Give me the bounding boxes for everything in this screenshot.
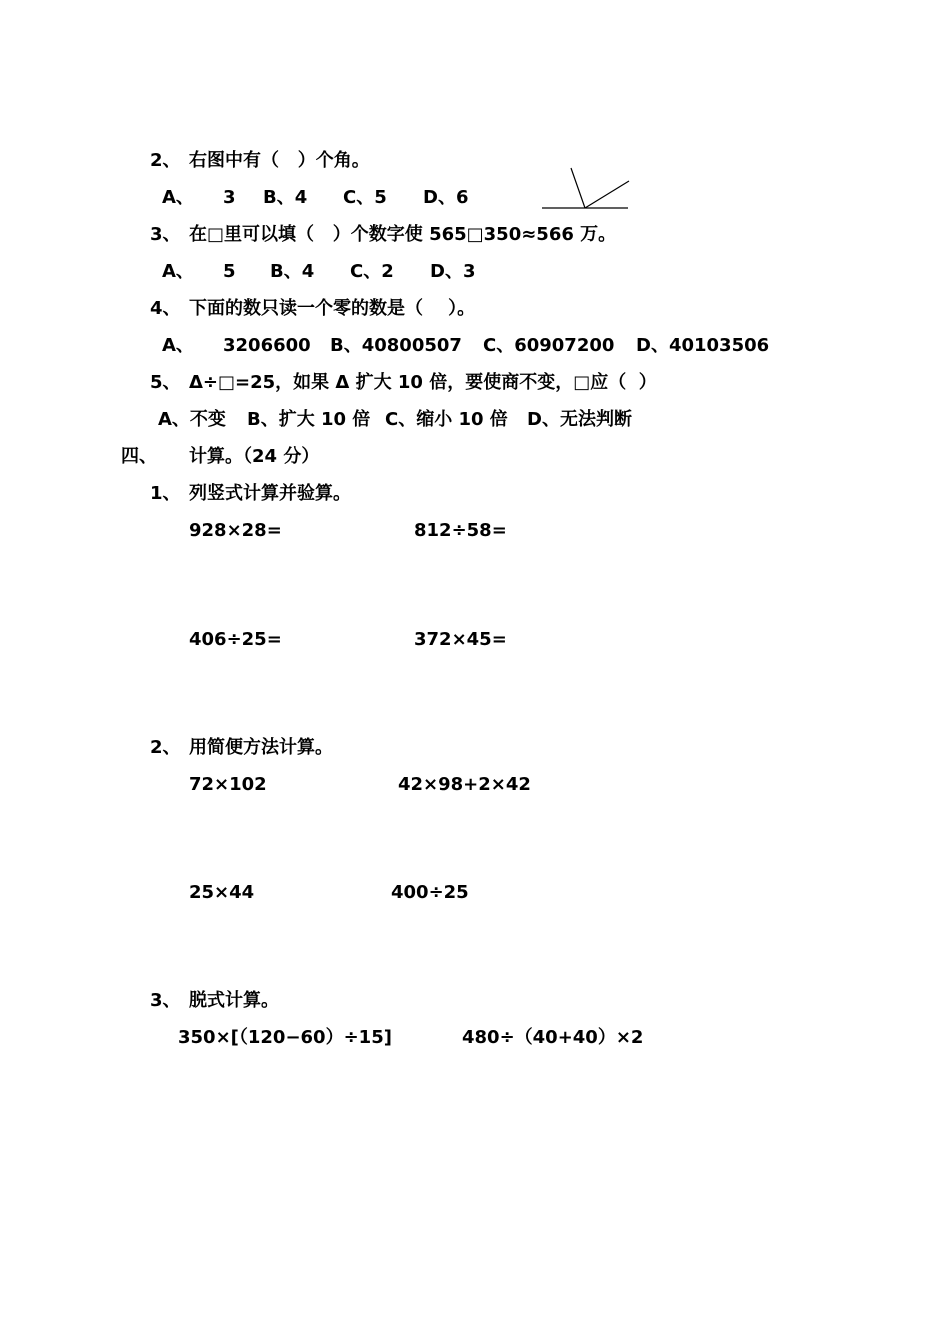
q5-option-c: C、缩小 10 倍 (385, 409, 508, 430)
part3-expr-1: 350×[（120−60）÷15] (178, 1027, 392, 1048)
q4-stem: 下面的数只读一个零的数是（ ）。 (189, 298, 476, 319)
q3-option-d: D、3 (430, 261, 476, 282)
q2-number: 2、 (150, 150, 181, 171)
q5-option-a: A、不变 (158, 409, 226, 430)
part1-expr-1: 928×28= (189, 520, 282, 541)
q4-option-a-value: 3206600 (223, 335, 311, 356)
q5-option-b: B、扩大 10 倍 (247, 409, 371, 430)
part1-expr-4: 372×45= (414, 629, 507, 650)
section-4-number: 四、 (121, 446, 157, 467)
part2-number: 2、 (150, 737, 181, 758)
q5-stem: Δ÷□=25，如果 Δ 扩大 10 倍，要使商不变，□应（ ） (189, 372, 657, 393)
angle-figure (540, 164, 632, 212)
part2-expr-4: 400÷25 (391, 882, 469, 903)
q2-option-b: B、4 (263, 187, 308, 208)
q4-option-c: C、60907200 (483, 335, 615, 356)
q4-option-a: A、 (162, 335, 194, 356)
q3-option-b: B、4 (270, 261, 315, 282)
q4-option-d: D、40103506 (636, 335, 770, 356)
part1-number: 1、 (150, 483, 181, 504)
part3-title: 脱式计算。 (189, 990, 279, 1011)
q3-option-a-value: 5 (223, 261, 236, 282)
q2-option-d: D、6 (423, 187, 469, 208)
q4-number: 4、 (150, 298, 181, 319)
q2-stem: 右图中有（ ）个角。 (189, 150, 370, 171)
part3-expr-2: 480÷（40+40）×2 (462, 1027, 644, 1048)
q3-stem: 在□里可以填（ ）个数字使 565□350≈566 万。 (189, 224, 617, 245)
part2-expr-1: 72×102 (189, 774, 267, 795)
q5-option-d: D、无法判断 (527, 409, 632, 430)
part3-number: 3、 (150, 990, 181, 1011)
q2-option-c: C、5 (343, 187, 387, 208)
q3-option-c: C、2 (350, 261, 394, 282)
part2-title: 用简便方法计算。 (189, 737, 333, 758)
q2-option-a: A、 (162, 187, 194, 208)
part1-title: 列竖式计算并验算。 (189, 483, 351, 504)
section-4-title: 计算。（24 分） (189, 446, 320, 467)
q4-option-b: B、40800507 (330, 335, 462, 356)
part2-expr-2: 42×98+2×42 (398, 774, 531, 795)
part1-expr-2: 812÷58= (414, 520, 507, 541)
part2-expr-3: 25×44 (189, 882, 255, 903)
part1-expr-3: 406÷25= (189, 629, 282, 650)
q2-option-a-value: 3 (223, 187, 236, 208)
q5-number: 5、 (150, 372, 181, 393)
q3-number: 3、 (150, 224, 181, 245)
q3-option-a: A、 (162, 261, 194, 282)
